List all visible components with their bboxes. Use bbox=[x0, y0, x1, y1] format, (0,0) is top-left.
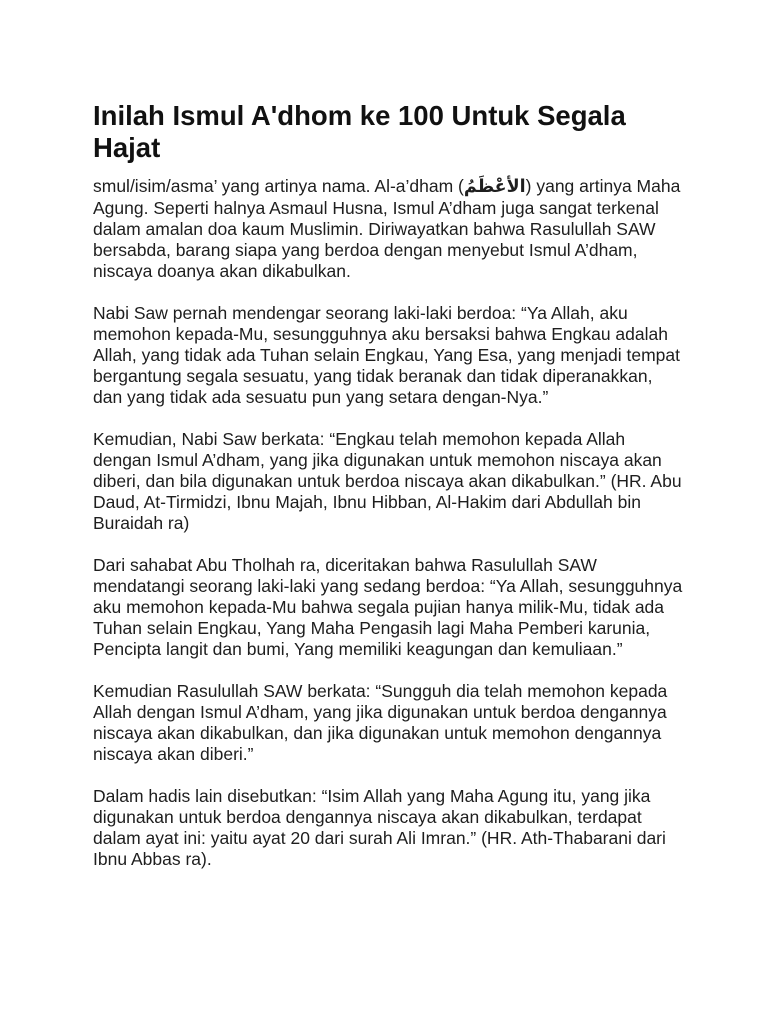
document-title: Inilah Ismul A'dhom ke 100 Untuk Segala Hajat bbox=[93, 100, 626, 163]
paragraph-6: Dalam hadis lain disebutkan: “Isim Allah yang Maha Agung itu, yang jika digunakan untuk berdoa dengannya niscaya akan dikabulkan, terdapat dalam ayat ini: yaitu ayat 20 dari surah Ali Imran.” (HR. Ath-Thabarani dari Ibnu Abbas ra). bbox=[93, 786, 666, 869]
paragraph-2: Nabi Saw pernah mendengar seorang laki-laki berdoa: “Ya Allah, aku memohon kepada-Mu, sesungguhnya aku bersaksi bahwa Engkau adalah Allah, yang tidak ada Tuhan selain Engkau, Yang Esa, yang menjadi tempat bergantung segala sesuatu, yang tidak beranak dan tidak diperanakkan, dan yang tidak ada sesuatu pun yang setara dengan-Nya.” bbox=[93, 303, 680, 407]
paragraph-5: Kemudian Rasulullah SAW berkata: “Sungguh dia telah memohon kepada Allah dengan Ismul A’dham, yang jika digunakan untuk berdoa dengannya niscaya akan dikabulkan, dan jika digunakan untuk memohon dengannya niscaya akan diberi.” bbox=[93, 681, 668, 764]
paragraph-3: Kemudian, Nabi Saw berkata: “Engkau telah memohon kepada Allah dengan Ismul A’dham, yang jika digunakan untuk memohon niscaya akan diberi, dan bila digunakan untuk berdoa niscaya akan dikabulkan.” (HR. Abu Daud, At-Tirmidzi, Ibnu Majah, Ibnu Hibban, Al-Hakim dari Abdullah bin Buraidah ra) bbox=[93, 429, 682, 533]
paragraph-1 bbox=[93, 176, 683, 282]
document-page bbox=[93, 100, 683, 891]
document-body bbox=[93, 176, 683, 870]
paragraph-4: Dari sahabat Abu Tholhah ra, diceritakan bahwa Rasulullah SAW mendatangi seorang laki-laki yang sedang berdoa: “Ya Allah, sesungguhnya aku memohon kepada-Mu bahwa segala pujian hanya milik-Mu, tidak ada Tuhan selain Engkau, Yang Maha Pengasih lagi Maha Pemberi karunia, Pencipta langit dan bumi, Yang memiliki keagungan dan kemuliaan.” bbox=[93, 555, 683, 659]
paragraph-1-text-start: smul/isim/asma’ yang artinya nama. Al-a’dham ( bbox=[93, 176, 464, 196]
arabic-term: الأعْظَمُ bbox=[463, 177, 526, 197]
paragraph-1-text-end: ) yang artinya Maha Agung. Seperti halnya Asmaul Husna, Ismul A’dham juga sangat terkenal dalam amalan doa kaum Muslimin. Diriwayatkan bahwa Rasulullah SAW bersabda, barang siapa yang berdoa dengan menyebut Ismul A’dham, niscaya doanya akan dikabulkan. bbox=[93, 176, 681, 281]
